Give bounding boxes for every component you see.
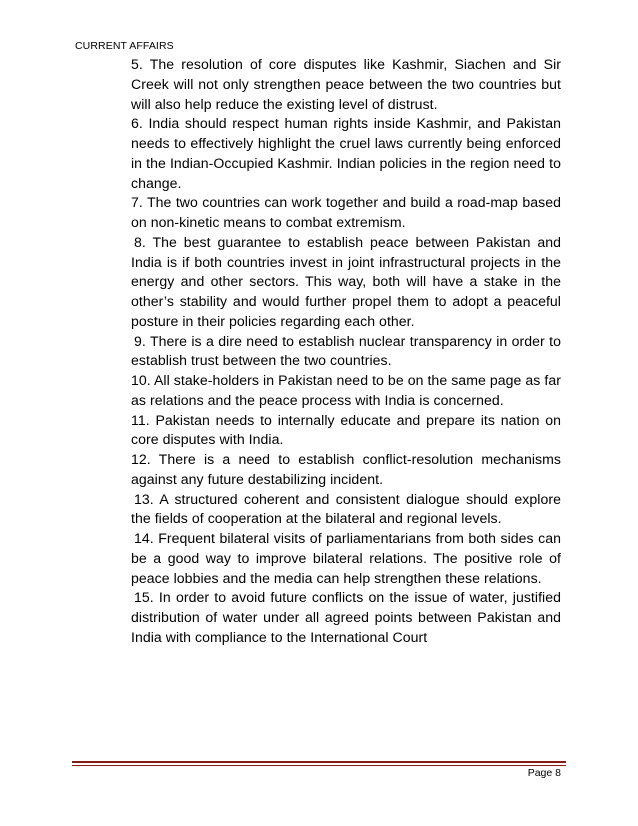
point-5: 5. The resolution of core disputes like Kashmir, Siachen and Sir Creek will not only strengthen peace between the two countries but will also help reduce the existing level of distrust.	[131, 56, 561, 112]
point-11: 11. Pakistan needs to internally educate and prepare its nation on core disputes with India.	[131, 411, 561, 448]
point-6: 6. India should respect human rights inside Kashmir, and Pakistan needs to effectively highlight the cruel laws currently being enforced in the Indian-Occupied Kashmir. Indian policies in the region need to change.	[131, 115, 561, 191]
point-15: 15. In order to avoid future conflicts on the issue of water, justified distribution of water under all agreed points between Pakistan and India with compliance to the International Court	[131, 589, 561, 645]
point-8: 8. The best guarantee to establish peace between Pakistan and India is if both countries invest in joint infrastructural projects in the energy and other sectors. This way, both will have a stake in the other’s stability and would further propel them to adopt a peaceful posture in their policies regarding each other.	[131, 233, 561, 329]
point-10: 10. All stake-holders in Pakistan need to be on the same page as far as relations and the peace process with India is concerned.	[131, 372, 561, 408]
footer-rule-thick	[72, 761, 566, 763]
page-number: Page 8	[527, 767, 561, 779]
point-9: 9. There is a dire need to establish nuclear transparency in order to establish trust between the two countries.	[131, 332, 561, 369]
point-12: 12. There is a need to establish conflict-resolution mechanisms against any future destabilizing incident.	[131, 451, 561, 487]
point-7: 7. The two countries can work together and build a road-map based on non-kinetic means to combat extremism.	[131, 194, 561, 230]
point-13: 13. A structured coherent and consistent dialogue should explore the fields of cooperation at the bilateral and regional levels.	[131, 490, 561, 527]
running-header: CURRENT AFFAIRS	[75, 40, 174, 52]
body-text	[131, 55, 561, 648]
footer-rule-thin	[72, 765, 566, 766]
point-14: 14. Frequent bilateral visits of parliamentarians from both sides can be a good way to improve bilateral relations. The positive role of peace lobbies and the media can help strengthen these relations.	[131, 530, 561, 586]
